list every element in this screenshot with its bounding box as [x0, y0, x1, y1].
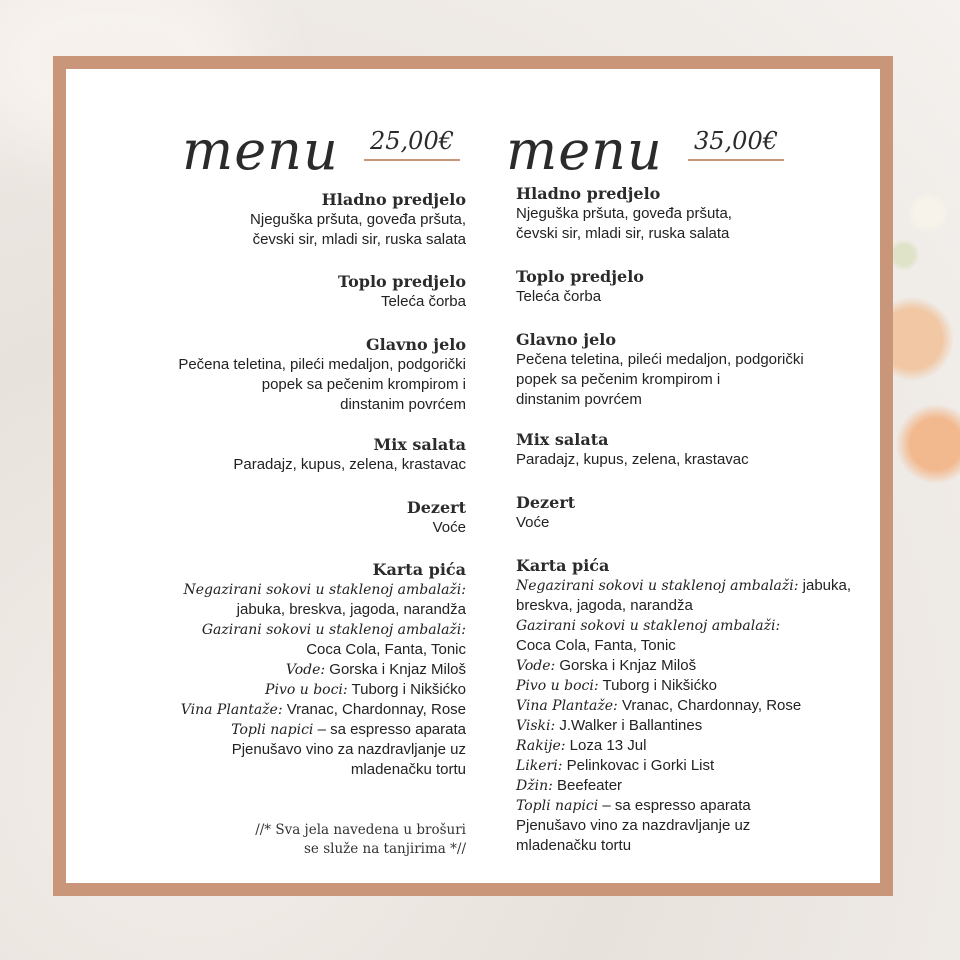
drink-value: Coca Cola, Fanta, Tonic — [306, 641, 466, 658]
section-title: Hladno predjelo — [516, 184, 661, 203]
drink-value: – sa espresso aparata — [598, 797, 751, 814]
drink-value: Gorska i Knjaz Miloš — [555, 657, 697, 674]
drink-line — [516, 756, 851, 776]
section-title: Mix salata — [373, 435, 466, 454]
drink-value: Pelinkovac i Gorki List — [562, 757, 715, 774]
left-section — [250, 190, 466, 250]
drink-line — [181, 680, 466, 700]
drink-line — [516, 636, 851, 656]
drink-line — [516, 616, 851, 636]
drink-line — [516, 596, 851, 616]
drink-label: Negazirani sokovi u staklenoj ambalaži: — [183, 582, 466, 598]
section-line: Paradajz, kupus, zelena, krastavac — [233, 456, 466, 473]
section-line: Teleća čorba — [516, 288, 602, 305]
drink-line — [516, 736, 851, 756]
drink-line — [181, 720, 466, 740]
left-section — [338, 272, 466, 312]
drink-line — [181, 740, 466, 760]
section-line: dinstanim povrćem — [516, 391, 642, 408]
drink-value: breskva, jagoda, narandža — [516, 597, 693, 614]
note-line: //* Sva jela navedena u brošuri — [255, 822, 466, 838]
right-section — [516, 330, 804, 410]
drink-value: Vranac, Chardonnay, Rose — [282, 701, 466, 718]
left-section — [178, 335, 466, 415]
drink-label: Vina Plantaže: — [516, 698, 618, 714]
drink-value: jabuka, breskva, jagoda, narandža — [236, 601, 466, 618]
right-section — [516, 184, 732, 244]
section-line: Paradajz, kupus, zelena, krastavac — [516, 451, 749, 468]
section-line: Voće — [432, 519, 466, 536]
right-menu-header — [506, 121, 846, 181]
right-drinks — [516, 556, 851, 856]
section-line: Teleća čorba — [380, 293, 466, 310]
right-section — [516, 267, 644, 307]
left-menu-title: menu — [182, 119, 339, 182]
drink-label: Rakije: — [516, 738, 566, 754]
right-menu-price: 35,00€ — [688, 127, 784, 161]
drink-line — [181, 700, 466, 720]
drink-value: mladenačku tortu — [516, 837, 632, 854]
drink-line — [181, 760, 466, 780]
left-drinks — [181, 560, 466, 780]
drink-label: Vina Plantaže: — [180, 702, 283, 718]
drink-line — [516, 836, 851, 856]
section-line: popek sa pečenim krompirom i — [516, 371, 721, 388]
menu-card — [53, 56, 893, 896]
section-line: Njeguška pršuta, goveđa pršuta, — [250, 211, 466, 228]
drink-value: Vranac, Chardonnay, Rose — [617, 697, 802, 714]
drink-line — [181, 580, 466, 600]
section-line: popek sa pečenim krompirom i — [261, 376, 466, 393]
drink-label: Gazirani sokovi u staklenoj ambalaži: — [201, 622, 466, 638]
section-title: Dezert — [516, 493, 576, 512]
section-title: Toplo predjelo — [516, 267, 644, 286]
drink-line — [516, 576, 851, 596]
drink-label: Vode: — [285, 662, 326, 678]
section-title: Toplo predjelo — [338, 272, 466, 291]
right-section — [516, 493, 575, 533]
drink-line — [181, 600, 466, 620]
drink-label: Pivo u boci: — [265, 682, 348, 698]
drink-label: Topli napici — [516, 798, 599, 814]
section-title: Glavno jelo — [516, 330, 616, 349]
section-title: Dezert — [406, 498, 466, 517]
drink-value: mladenačku tortu — [350, 761, 466, 778]
drink-value: Coca Cola, Fanta, Tonic — [516, 637, 676, 654]
left-note — [255, 821, 466, 859]
drink-line — [516, 716, 851, 736]
drinks-title: Karta pića — [372, 560, 466, 579]
left-menu-header — [66, 121, 466, 181]
section-line: Voće — [516, 514, 550, 531]
section-title: Glavno jelo — [366, 335, 466, 354]
drink-line — [181, 660, 466, 680]
drink-line — [516, 676, 851, 696]
left-section — [407, 498, 466, 538]
drink-label: Pivo u boci: — [516, 678, 599, 694]
note-line: se služe na tanjirima *// — [303, 841, 466, 857]
drink-line — [516, 796, 851, 816]
drink-label: Negazirani sokovi u staklenoj ambalaži: — [516, 578, 799, 594]
drink-line — [516, 656, 851, 676]
left-menu-price: 25,00€ — [364, 127, 460, 161]
drink-label: Vode: — [516, 658, 556, 674]
section-line: čevski sir, mladi sir, ruska salata — [252, 231, 466, 248]
drink-value: Tuborg i Nikšićko — [598, 677, 717, 694]
drink-value: – sa espresso aparata — [313, 721, 466, 738]
drink-value: Loza 13 Jul — [565, 737, 647, 754]
drink-line — [516, 816, 851, 836]
section-line: dinstanim povrćem — [340, 396, 466, 413]
drink-label: Viski: — [516, 718, 556, 734]
drink-value: Gorska i Knjaz Miloš — [325, 661, 466, 678]
drink-line — [516, 696, 851, 716]
drink-value: Beefeater — [552, 777, 623, 794]
right-menu-title: menu — [506, 119, 663, 182]
left-section — [233, 435, 466, 475]
section-line: Pečena teletina, pileći medaljon, podgorički — [516, 351, 804, 368]
section-line: Pečena teletina, pileći medaljon, podgorički — [178, 356, 466, 373]
section-title: Hladno predjelo — [321, 190, 466, 209]
drink-value: jabuka, — [798, 577, 852, 594]
drink-value: J.Walker i Ballantines — [555, 717, 703, 734]
drink-label: Gazirani sokovi u staklenoj ambalaži: — [516, 618, 781, 634]
drink-value: Pjenušavo vino za nazdravljanje uz — [516, 817, 751, 834]
drink-value: Tuborg i Nikšićko — [347, 681, 466, 698]
drink-label: Topli napici — [231, 722, 314, 738]
drinks-title: Karta pića — [516, 556, 610, 575]
section-line: Njeguška pršuta, goveđa pršuta, — [516, 205, 732, 222]
section-line: čevski sir, mladi sir, ruska salata — [516, 225, 730, 242]
drink-value: Pjenušavo vino za nazdravljanje uz — [231, 741, 466, 758]
drink-line — [516, 776, 851, 796]
drink-label: Džin: — [516, 778, 553, 794]
section-title: Mix salata — [516, 430, 609, 449]
right-section — [516, 430, 749, 470]
drink-line — [181, 620, 466, 640]
drink-label: Likeri: — [516, 758, 563, 774]
drink-line — [181, 640, 466, 660]
